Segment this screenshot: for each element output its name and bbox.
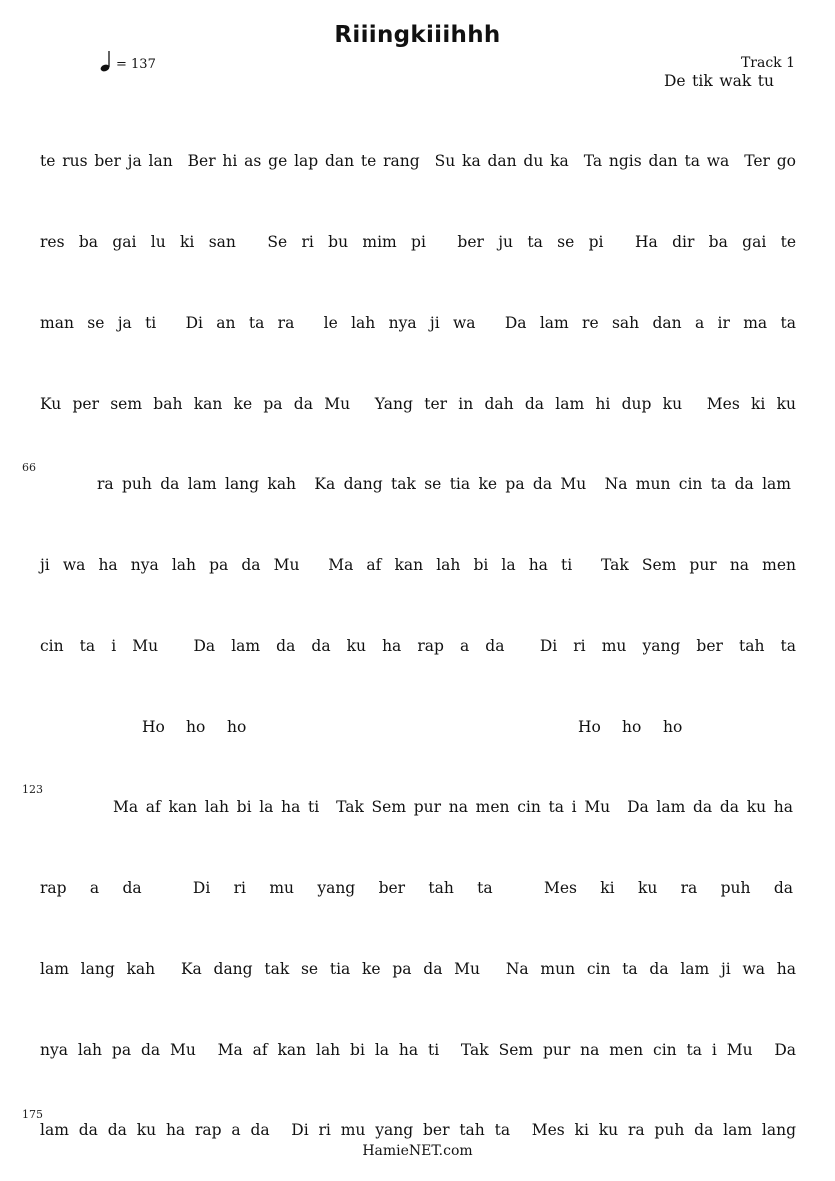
lyric-syllable: ta [780,314,796,332]
lyric-syllable: ka [462,152,481,170]
lyric-syllable: af [252,1041,268,1059]
lyric-syllable: ra [277,314,295,332]
lyric-syllable: gai [112,233,137,251]
lyric-syllable: cin [517,798,541,816]
lyric-syllable: lah [351,314,376,332]
lyric-syllable: pur [413,798,442,816]
lyric-line [40,314,796,334]
lyric-syllable: kan [394,556,424,574]
lyric-syllable: ri [318,1121,331,1139]
lyric-syllable: lang [761,1121,796,1139]
lyric-syllable: a [89,879,100,897]
lyric-syllable: ji [40,556,50,574]
lyric-syllable: ma [743,314,768,332]
lyric-syllable: Se [267,233,288,251]
lyric-syllable: la [501,556,516,574]
lyric-syllable: le [323,314,338,332]
lyric-syllable: ra [680,879,698,897]
lyric-syllable: Mu [454,960,481,978]
lyric-syllable: Ma [328,556,354,574]
lyric-syllable: nya [388,314,417,332]
lyric-syllable: pa [209,556,229,574]
lyric-syllable: Ma [217,1041,243,1059]
lyric-syllable: ta [477,879,493,897]
lyric-syllable: se [557,233,575,251]
lyric-syllable: man [40,314,74,332]
lyric-syllable: Sem [498,1041,534,1059]
lyric-syllable: ha [528,556,548,574]
lyric-syllable: pa [111,1041,132,1059]
lyric-syllable: pur [542,1041,571,1059]
lyric-syllable: mim [362,233,397,251]
lyric-syllable: mu [601,637,627,655]
lyric-syllable: lam [656,798,686,816]
lyric-syllable: ti [428,1041,440,1059]
lyric-syllable: i [111,637,117,655]
lyric-syllable: tah [459,1121,485,1139]
lyric-line [40,395,796,415]
lyric-syllable: lah [436,556,461,574]
lyric-syllable: lam [187,475,217,493]
lyric-syllable: lah [204,798,229,816]
lyric-line [40,1121,796,1141]
lyric-syllable: bi [350,1041,365,1059]
lyric-syllable: rap [195,1121,222,1139]
lyric-syllable: bi [236,798,252,816]
lyric-syllable: Ho [578,718,601,736]
lyric-syllable: Da [193,637,216,655]
lyric-syllable: Tak [460,1041,489,1059]
lyric-syllable: ke [233,395,253,413]
lyric-syllable: da [107,1121,127,1139]
lyric-syllable: lam [40,1121,69,1139]
lyric-syllable: a [231,1121,241,1139]
lyric-syllable: bah [153,395,183,413]
lyric-syllable: yang [375,1121,414,1139]
lyric-syllable: ri [573,637,586,655]
lyric-syllable: ti [561,556,573,574]
lyric-syllable: lah [77,1041,103,1059]
lyric-syllable: pa [263,395,283,413]
lyric-syllable: ta [527,233,543,251]
lyric-syllable: Mu [726,1041,753,1059]
lyric-syllable: tah [428,879,454,897]
lyric-syllable: dir [672,233,695,251]
lyric-syllable: da [485,637,505,655]
lyric-syllable: puh [720,879,751,897]
lyric-syllable: ja [117,314,132,332]
lyric-syllable: tah [739,637,765,655]
lyric-line [40,152,796,172]
lyric-syllable: ha [98,556,118,574]
lyric-syllable: ta [780,637,796,655]
lyric-syllable: ju [498,233,514,251]
lyric-syllable: as [244,152,262,170]
footer-source: HamieNET.com [362,1143,473,1159]
lyric-syllable: hi [222,152,238,170]
lyric-syllable: ra [97,475,114,493]
lyric-syllable: i [711,1041,717,1059]
lyric-syllable: Mu [273,556,300,574]
lyric-line [40,960,796,980]
lyric-syllable: Ta [583,152,603,170]
lyric-syllable: kan [193,395,223,413]
lyric-syllable: cin [678,475,703,493]
lyric-syllable: Sem [641,556,677,574]
lyric-syllable: ter [424,395,448,413]
lyric-syllable: da [276,637,296,655]
lyric-syllable: Ha [634,233,658,251]
lyric-syllable: da [719,798,740,816]
lyric-syllable: ha [281,798,301,816]
tempo-marking [100,50,156,72]
lyric-line [40,233,796,253]
measure-number: 66 [22,461,36,474]
lyric-syllable: pi [411,233,426,251]
lyric-syllable: men [475,798,510,816]
lyric-syllable: ki [600,879,615,897]
lyric-syllable: da [160,475,180,493]
lyric-syllable: sem [110,395,143,413]
lyric-syllable: ber [94,152,121,170]
lyric-syllable: na [580,1041,600,1059]
measure-number: 123 [22,783,43,796]
lyric-syllable: wa [706,152,730,170]
lyric-syllable: ri [233,879,247,897]
lyric-syllable: ka [550,152,569,170]
lyric-syllable: ku [746,798,767,816]
lyric-syllable: tik [692,72,713,90]
lyric-syllable: ta [710,475,727,493]
lyric-syllable: per [72,395,99,413]
lyric-syllable: tia [449,475,471,493]
lyric-syllable: an [216,314,236,332]
lyric-syllable: hi [595,395,611,413]
lyric-syllable: da [694,1121,714,1139]
lyric-syllable: mun [635,475,671,493]
lyric-syllable: kah [126,960,156,978]
lyric-syllable: go [776,152,796,170]
lyric-syllable: du [523,152,544,170]
lyric-syllable: da [524,395,545,413]
lyric-syllable: lah [315,1041,341,1059]
lyric-line [40,1041,796,1061]
lyric-syllable: Mes [531,1121,565,1139]
lyric-syllable: ta [548,798,564,816]
lyric-syllable: dan [652,314,682,332]
lyric-syllable: ta [622,960,638,978]
lyric-syllable: Tak [600,556,629,574]
lyric-syllable: lam [555,395,585,413]
lyric-syllable: lam [539,314,569,332]
lyric-syllable: nya [130,556,159,574]
lyric-syllable: na [448,798,468,816]
lyric-syllable: ti [308,798,320,816]
lyric-syllable: te [40,152,56,170]
lyric-syllable: ho [227,718,247,736]
lyric-syllable: te [360,152,377,170]
lyric-syllable: rap [417,637,444,655]
lyric-syllable: san [208,233,236,251]
lyric-syllable: na [729,556,750,574]
lyric-syllable: dang [343,475,383,493]
lyric-syllable: kan [168,798,198,816]
lyric-syllable: ri [301,233,314,251]
lyric-syllable: ba [708,233,728,251]
lyric-syllable: Mu [132,637,159,655]
lyric-syllable: te [780,233,796,251]
lyric-syllable: men [762,556,796,574]
lyric-syllable: ta [684,152,700,170]
lyric-syllable: mu [340,1121,366,1139]
lyric-syllable: tu [757,72,774,90]
lyric-syllable: lah [171,556,196,574]
lyric-syllable: Mes [706,395,740,413]
lyric-syllable: da [423,960,443,978]
lyric-syllable: ki [751,395,766,413]
lyric-syllable: pa [505,475,525,493]
lyric-syllable: ta [686,1041,702,1059]
lyric-syllable: da [140,1041,161,1059]
lyric-syllable: ti [145,314,157,332]
lyric-syllable: puh [654,1121,685,1139]
lyric-syllable: dang [213,960,253,978]
lyric-syllable: cin [586,960,611,978]
lyric-syllable: Na [505,960,529,978]
lyric-syllable: Ku [40,395,62,413]
lyric-syllable: mu [269,879,295,897]
lyric-syllable: a [694,314,705,332]
lyric-syllable: wa [453,314,476,332]
lyric-syllable: puh [121,475,152,493]
lyric-syllable: da [293,395,313,413]
lyric-syllable: da [649,960,669,978]
lyric-syllable: Su [434,152,456,170]
lyric-syllable: pa [392,960,412,978]
lyric-syllable: Di [539,637,558,655]
lyric-syllable: ji [429,314,440,332]
lyric-syllable: dan [487,152,517,170]
lyric-syllable: lan [148,152,173,170]
lyric-syllable: De [664,72,686,90]
lyric-syllable: Mu [170,1041,196,1059]
tempo-value: = 137 [116,57,156,72]
lyric-syllable: ji [720,960,731,978]
lyric-syllable: da [250,1121,270,1139]
lyric-syllable: sah [611,314,640,332]
lyric-syllable: lang [80,960,115,978]
lyric-syllable: mun [540,960,576,978]
lyric-syllable: da [78,1121,98,1139]
lyric-syllable: da [532,475,553,493]
lyric-syllable: re [582,314,599,332]
lyric-syllable: dan [324,152,355,170]
lyric-syllable: ber [696,637,723,655]
lyric-syllable: ja [127,152,142,170]
lyric-syllable: ha [165,1121,186,1139]
lyric-line [40,879,796,899]
lyric-syllable: dup [621,395,652,413]
lyric-syllable: da [241,556,261,574]
lyric-syllable: yang [642,637,681,655]
lyric-syllable: tak [264,960,290,978]
lyric-syllable: yang [317,879,356,897]
lyric-syllable: ki [574,1121,589,1139]
lyric-syllable: ngis [608,152,642,170]
lyric-syllable: lam [723,1121,753,1139]
lyric-syllable: lu [150,233,166,251]
lyric-syllable: bi [473,556,489,574]
lyric-syllable: ku [637,879,658,897]
lyric-syllable: cin [653,1041,677,1059]
lyric-syllable: dan [648,152,678,170]
lyric-syllable: ber [457,233,484,251]
lyric-syllable: pi [588,233,604,251]
lyric-syllable: pur [689,556,717,574]
lyric-syllable: Mes [543,879,577,897]
lyric-syllable: wak [719,72,752,90]
lyric-syllable: Ka [180,960,202,978]
lyric-line [40,72,796,92]
track-label: Track 1 [740,55,795,71]
lyric-syllable: ha [382,637,402,655]
lyric-syllable: ke [362,960,381,978]
lyric-syllable: rang [383,152,420,170]
lyric-line [40,798,796,818]
lyric-syllable: i [571,798,577,816]
lyric-syllable: gai [742,233,767,251]
lyric-syllable: ho [663,718,683,736]
lyric-syllable: tak [390,475,416,493]
lyric-syllable: Di [192,879,211,897]
lyric-syllable: ta [494,1121,511,1139]
lyric-syllable: Yang [374,395,413,413]
lyric-syllable: wa [742,960,766,978]
measure-number: 175 [22,1108,43,1121]
lyric-syllable: da [734,475,754,493]
lyric-line [40,718,796,738]
lyric-syllable: tia [329,960,351,978]
lyric-syllable: ku [136,1121,157,1139]
lyric-syllable: Ka [314,475,336,493]
lyric-syllable: men [609,1041,644,1059]
lyric-line [40,475,796,495]
lyric-syllable: Tak [336,798,364,816]
lyric-syllable: Sem [371,798,407,816]
lyric-line [40,637,796,657]
lyric-syllable: ir [717,314,730,332]
lyric-syllable: res [40,233,65,251]
lyric-syllable: ber [378,879,406,897]
lyric-syllable: lam [40,960,69,978]
lyric-syllable: Na [604,475,628,493]
lyric-syllable: ta [248,314,265,332]
lyric-syllable: la [259,798,274,816]
lyric-syllable: se [300,960,319,978]
lyric-syllable: ku [776,395,796,413]
lyric-syllable: kah [267,475,297,493]
lyric-syllable: ba [78,233,99,251]
lyric-syllable: Da [627,798,649,816]
lyric-syllable: Ter [744,152,770,170]
lyric-syllable: rap [40,879,67,897]
lyric-syllable: Ber [187,152,216,170]
lyric-syllable: Mu [560,475,587,493]
lyric-syllable: bu [328,233,349,251]
lyric-syllable: Ho [142,718,165,736]
lyric-syllable: ber [422,1121,450,1139]
lyric-syllable: da [773,879,793,897]
lyric-syllable: da [311,637,331,655]
lyric-syllable: ku [598,1121,619,1139]
lyric-syllable: ki [180,233,195,251]
lyric-syllable: dah [484,395,514,413]
lyric-syllable: da [122,879,142,897]
lyric-syllable: lam [231,637,261,655]
lyric-syllable: ke [478,475,498,493]
lyric-syllable: Mu [324,395,351,413]
lyric-syllable: lam [680,960,710,978]
lyric-syllable: ge [268,152,288,170]
lyric-syllable: Da [774,1041,796,1059]
lyric-syllable: rus [62,152,88,170]
lyric-syllable: nya [40,1041,68,1059]
lyric-syllable: ha [398,1041,419,1059]
lyric-syllable: Da [504,314,527,332]
lyric-syllable: ho [186,718,206,736]
lyric-syllable: ha [776,960,796,978]
song-title: Riiingkiiihhh [334,22,501,48]
lyric-syllable: wa [62,556,86,574]
lyric-syllable: in [458,395,474,413]
lyric-syllable: af [366,556,382,574]
lyric-syllable: ha [773,798,793,816]
lyric-syllable: Mu [584,798,611,816]
lyric-syllable: lang [224,475,260,493]
lyric-syllable: lap [294,152,319,170]
lyric-syllable: lam [762,475,791,493]
lyric-syllable: Di [291,1121,309,1139]
lyric-syllable: se [87,314,105,332]
quarter-note-icon [100,50,114,72]
lyric-syllable: ho [622,718,642,736]
lyric-syllable: Ma [113,798,139,816]
lyric-syllable: da [693,798,713,816]
lyric-syllable: la [374,1041,390,1059]
lyric-syllable: a [459,637,470,655]
lyric-syllable: se [424,475,442,493]
lyric-syllable: kan [277,1041,307,1059]
lyric-syllable: ku [662,395,683,413]
lyric-syllable: Di [185,314,203,332]
lyric-syllable: ku [346,637,366,655]
lyric-syllable: cin [40,637,64,655]
lyric-syllable: ta [79,637,96,655]
lyric-syllable: ra [627,1121,645,1139]
lyric-line [40,556,796,576]
lyric-syllable: af [145,798,161,816]
